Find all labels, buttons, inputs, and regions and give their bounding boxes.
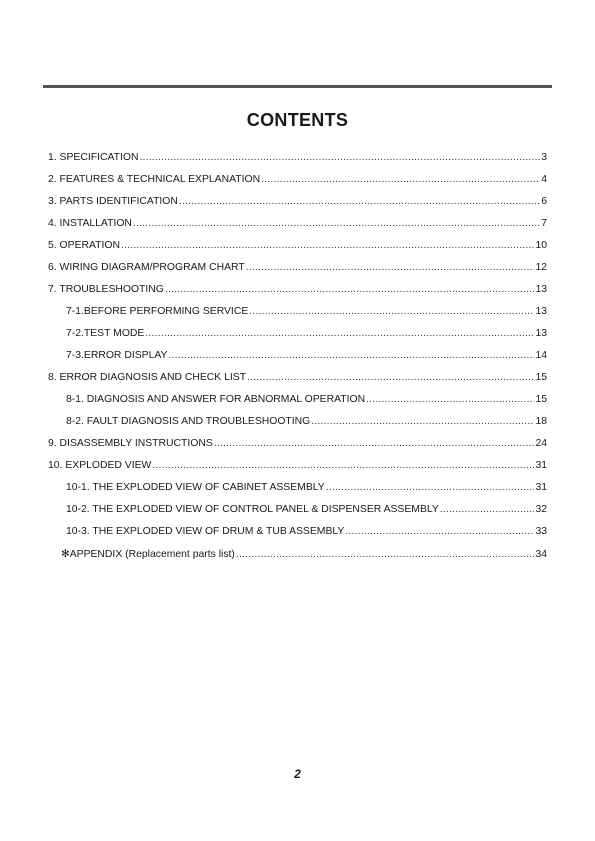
dot-leader	[236, 549, 535, 560]
toc-entry-page: 12	[535, 262, 547, 273]
toc-entry[interactable]	[48, 218, 547, 240]
toc-subentry[interactable]	[48, 482, 547, 504]
toc-subentry[interactable]	[48, 526, 547, 548]
toc-entry[interactable]	[48, 284, 547, 306]
toc-entry-page: 24	[535, 438, 547, 449]
toc-entry-label: 10-2. THE EXPLODED VIEW OF CONTROL PANEL & DISPENSER ASSEMBLY	[66, 504, 439, 515]
toc-entry-label: 2. FEATURES & TECHNICAL EXPLANATION	[48, 174, 261, 185]
toc-entry-label: 3. PARTS IDENTIFICATION	[48, 196, 178, 207]
dot-leader	[168, 350, 534, 361]
toc-entry-page: 34	[535, 549, 547, 560]
toc-subentry[interactable]	[48, 306, 547, 328]
toc-entry-page: 32	[535, 504, 547, 515]
header-rule	[43, 85, 552, 88]
dot-leader	[133, 218, 540, 229]
toc-entry[interactable]	[48, 438, 547, 460]
dot-leader	[440, 504, 535, 515]
toc-entry[interactable]	[48, 460, 547, 482]
toc-entry[interactable]	[48, 152, 547, 174]
toc-entry-page: 6	[541, 196, 547, 207]
dot-leader	[152, 460, 534, 471]
toc-entry-page: 13	[535, 306, 547, 317]
toc-subentry[interactable]	[48, 504, 547, 526]
toc-subentry[interactable]	[48, 416, 547, 438]
toc-entry-label: 4. INSTALLATION	[48, 218, 132, 229]
page-title: CONTENTS	[246, 110, 349, 130]
dot-leader	[366, 394, 534, 405]
dot-leader	[121, 240, 534, 251]
toc-entry-label: 8. ERROR DIAGNOSIS AND CHECK LIST	[48, 372, 247, 383]
dot-leader	[261, 174, 540, 185]
toc-entry-page: 31	[535, 460, 547, 471]
table-of-contents	[48, 152, 547, 570]
dot-leader	[246, 262, 535, 273]
page-number: 2	[294, 767, 301, 781]
toc-appendix-entry[interactable]	[48, 548, 547, 570]
toc-entry-label: 10. EXPLODED VIEW	[48, 460, 152, 471]
dot-leader	[249, 306, 534, 317]
toc-entry-label: 7-1.BEFORE PERFORMING SERVICE	[66, 306, 249, 317]
dot-leader	[145, 328, 534, 339]
dot-leader	[214, 438, 535, 449]
toc-entry-page: 15	[535, 372, 547, 383]
toc-entry-label: 10-1. THE EXPLODED VIEW OF CABINET ASSEMBLY	[66, 482, 325, 493]
toc-entry-page: 31	[535, 482, 547, 493]
toc-entry[interactable]	[48, 240, 547, 262]
toc-entry-label: 7-2.TEST MODE	[66, 328, 145, 339]
dot-leader	[247, 372, 534, 383]
dot-leader	[139, 152, 540, 163]
toc-subentry[interactable]	[48, 394, 547, 416]
toc-entry-page: 13	[535, 328, 547, 339]
toc-entry-page: 7	[541, 218, 547, 229]
dot-leader	[311, 416, 534, 427]
toc-entry-label: 1. SPECIFICATION	[48, 152, 139, 163]
toc-entry-label: 10-3. THE EXPLODED VIEW OF DRUM & TUB ASSEMBLY	[66, 526, 345, 537]
toc-entry-label: 6. WIRING DIAGRAM/PROGRAM CHART	[48, 262, 245, 273]
toc-subentry[interactable]	[48, 328, 547, 350]
toc-subentry[interactable]	[48, 350, 547, 372]
toc-entry[interactable]	[48, 196, 547, 218]
toc-entry-label: 7-3.ERROR DISPLAY	[66, 350, 168, 361]
toc-entry-label: 7. TROUBLESHOOTING	[48, 284, 164, 295]
toc-entry-page: 18	[535, 416, 547, 427]
dot-leader	[179, 196, 540, 207]
toc-entry-label: 5. OPERATION	[48, 240, 120, 251]
toc-entry-label: ✻APPENDIX (Replacement parts list)	[61, 549, 235, 560]
toc-entry[interactable]	[48, 174, 547, 196]
toc-entry-page: 13	[535, 284, 547, 295]
dot-leader	[326, 482, 535, 493]
dot-leader	[345, 526, 534, 537]
toc-entry-label: 8-2. FAULT DIAGNOSIS AND TROUBLESHOOTING	[66, 416, 311, 427]
toc-entry-page: 10	[535, 240, 547, 251]
toc-entry-page: 3	[541, 152, 547, 163]
dot-leader	[165, 284, 535, 295]
toc-entry[interactable]	[48, 372, 547, 394]
toc-entry-page: 33	[535, 526, 547, 537]
toc-entry-page: 4	[541, 174, 547, 185]
toc-entry-page: 14	[535, 350, 547, 361]
toc-entry-label: 8-1. DIAGNOSIS AND ANSWER FOR ABNORMAL OPERATION	[66, 394, 366, 405]
toc-entry-page: 15	[535, 394, 547, 405]
toc-entry[interactable]	[48, 262, 547, 284]
toc-entry-label: 9. DISASSEMBLY INSTRUCTIONS	[48, 438, 213, 449]
